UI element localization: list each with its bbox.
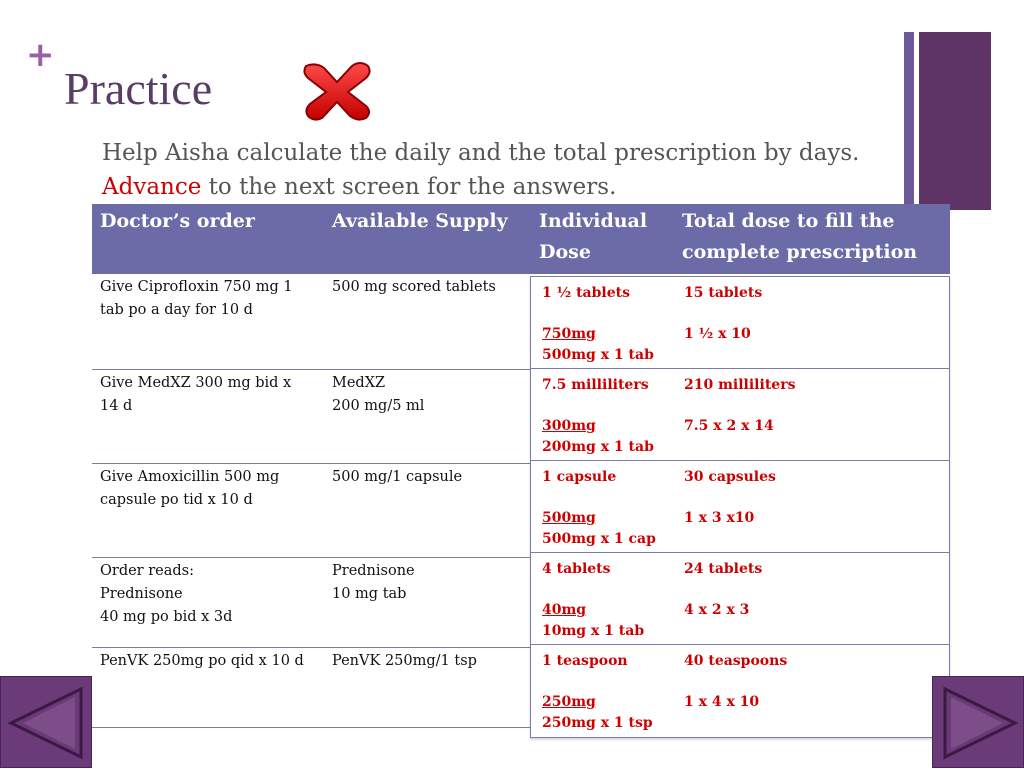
dose-answer: 4 tablets [542, 561, 611, 577]
answer-box [530, 552, 950, 646]
individual-dose-cell [542, 651, 653, 733]
decor-bar-thin [904, 32, 914, 210]
header-doctors-order: Doctor’s order [100, 210, 255, 232]
dose-work-mg: 750mg [542, 326, 596, 342]
total-work: 7.5 x 2 x 14 [684, 418, 774, 434]
total-work: 4 x 2 x 3 [684, 602, 750, 618]
dose-work-supply: 250mg x 1 tsp [542, 714, 653, 731]
doctors-order-cell: Give Amoxicillin 500 mg capsule po tid x 10 d [100, 469, 280, 508]
dose-work-supply: 500mg x 1 tab [542, 346, 654, 363]
doctors-order-cell: Order reads: Prednisone 40 mg po bid x 3d [100, 563, 233, 625]
total-answer: 210 milliliters [684, 377, 796, 393]
decor-bar-thick [919, 32, 991, 210]
total-dose-cell [684, 283, 762, 345]
answer-box [530, 368, 950, 462]
table-row [92, 558, 530, 648]
dose-work-mg: 500mg [542, 510, 596, 526]
table-row [92, 370, 530, 464]
doctors-order-cell: Give Ciprofloxin 750 mg 1 tab po a day for 10 d [100, 279, 293, 318]
dose-answer: 1 teaspoon [542, 653, 628, 669]
total-dose-cell [684, 651, 787, 713]
previous-slide-button[interactable] [0, 676, 92, 768]
supply-cell: 500 mg scored tablets [332, 279, 496, 295]
total-answer: 40 teaspoons [684, 653, 788, 669]
individual-dose-cell [542, 375, 654, 457]
total-work: 1 x 4 x 10 [684, 694, 760, 710]
answer-box [530, 276, 950, 370]
next-slide-button[interactable] [932, 676, 1024, 768]
total-answer: 24 tablets [684, 561, 763, 577]
supply-cell: Prednisone 10 mg tab [332, 563, 415, 602]
close-icon [298, 60, 376, 122]
individual-dose-cell [542, 559, 644, 641]
dose-answer: 1 ½ tablets [542, 285, 630, 301]
header-individual-dose [539, 206, 647, 268]
answer-box [530, 460, 950, 554]
dose-work-supply: 10mg x 1 tab [542, 622, 645, 639]
total-answer: 30 capsules [684, 469, 776, 485]
dose-work-mg: 300mg [542, 418, 596, 434]
dose-work-supply: 500mg x 1 cap [542, 530, 656, 547]
table-row [92, 648, 530, 728]
doctors-order-cell: Give MedXZ 300 mg bid x 14 d [100, 375, 292, 414]
dose-work-mg: 250mg [542, 694, 596, 710]
instructions [102, 136, 892, 204]
answer-box [530, 644, 950, 738]
table-header-left [92, 204, 530, 274]
dose-answer: 1 capsule [542, 469, 617, 485]
supply-cell: 500 mg/1 capsule [332, 469, 463, 485]
triangle-left-icon [1, 677, 93, 769]
individual-dose-cell [542, 283, 654, 365]
dose-work-supply: 200mg x 1 tab [542, 438, 654, 455]
advance-word: Advance [102, 174, 202, 200]
page-title: Practice [64, 63, 213, 114]
supply-cell: MedXZ 200 mg/5 ml [332, 375, 425, 414]
total-work: 1 ½ x 10 [684, 326, 751, 342]
total-dose-cell [684, 375, 795, 437]
doctors-order-cell: PenVK 250mg po qid x 10 d [100, 653, 304, 669]
header-individual-dose-line2: Dose [539, 241, 591, 263]
individual-dose-cell [542, 467, 656, 549]
header-available-supply: Available Supply [332, 210, 508, 232]
total-dose-cell [684, 559, 762, 621]
table-row [92, 464, 530, 558]
table-header-right [530, 204, 950, 274]
header-total-dose-line2: complete prescription [682, 241, 918, 263]
dose-answer: 7.5 milliliters [542, 377, 649, 393]
header-total-dose-line1: Total dose to fill the [682, 210, 895, 232]
total-answer: 15 tablets [684, 285, 763, 301]
total-work: 1 x 3 x10 [684, 510, 755, 526]
triangle-right-icon [933, 677, 1024, 769]
supply-cell: PenVK 250mg/1 tsp [332, 653, 477, 669]
instructions-text-1: Help Aisha calculate the daily and the total prescription by days. [102, 140, 860, 166]
total-dose-cell [684, 467, 776, 529]
prescription-table [92, 204, 950, 731]
plus-glyph: + [26, 35, 55, 75]
table-row [92, 274, 530, 370]
header-total-dose [682, 206, 917, 268]
header-individual-dose-line1: Individual [539, 210, 648, 232]
dose-work-mg: 40mg [542, 602, 587, 618]
instructions-text-2: to the next screen for the answers. [201, 174, 617, 200]
